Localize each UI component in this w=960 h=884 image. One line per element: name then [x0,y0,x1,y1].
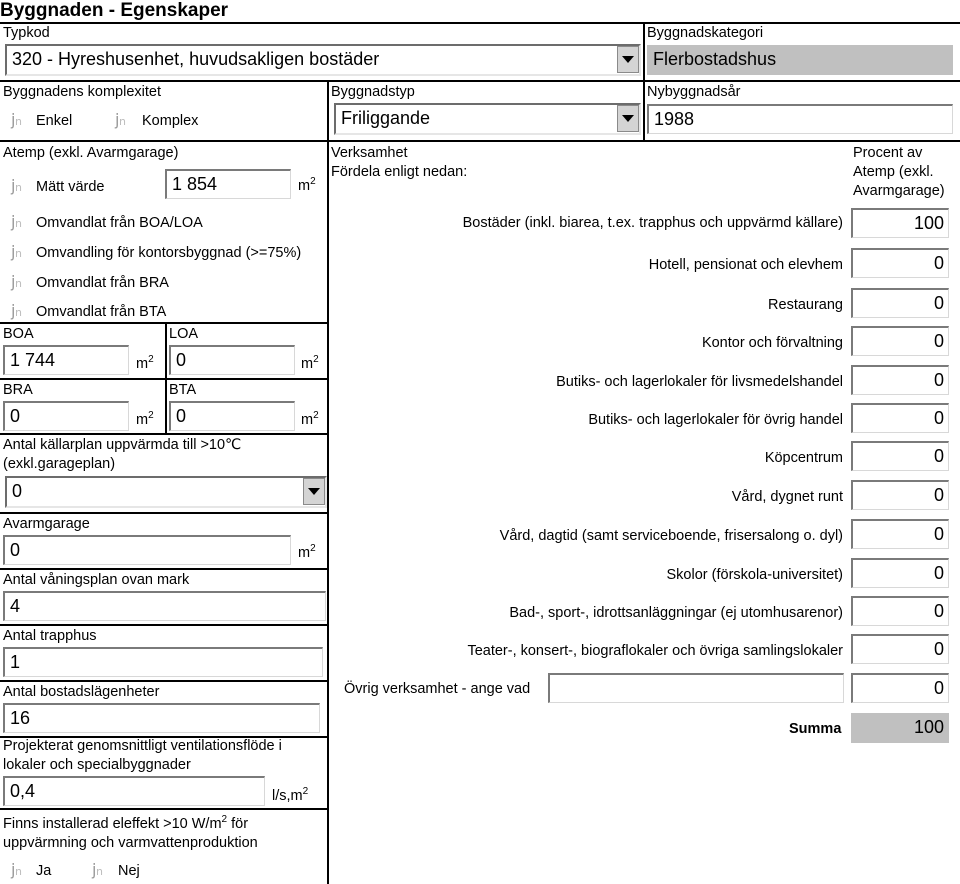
svg-text:j: j [115,112,120,129]
radio-bra-icon[interactable] [10,274,24,292]
radio-bra-label: Omvandlat från BRA [36,275,169,291]
ventilation-label-2: lokaler och specialbyggnader [3,757,191,773]
chevron-down-icon[interactable] [617,46,639,73]
loa-input[interactable]: 0 [169,345,295,375]
avarmgarage-label: Avarmgarage [3,516,90,532]
verksamhet-row-input[interactable]: 0 [851,365,949,395]
svg-text:n: n [15,306,22,319]
divider [327,80,329,884]
svg-text:j: j [11,274,16,291]
bra-input[interactable]: 0 [3,401,129,431]
verksamhet-row-input[interactable]: 0 [851,326,949,356]
typkod-select[interactable] [5,44,641,76]
verksamhet-sub: Fördela enligt nedan: [331,164,468,180]
kallarplan-label-2: (exkl.garageplan) [3,456,116,472]
ventilation-label: Projekterat genomsnittligt ventilationsflöde i [3,738,282,754]
summa-label: Summa [789,721,842,737]
verksamhet-row-label: Butiks- och lagerlokaler för livsmedelshandel [556,374,843,390]
byggnadstyp-value: Friliggande [341,108,431,128]
divider [165,322,167,435]
atemp-label: Atemp (exkl. Avarmgarage) [3,145,179,161]
ventilation-input[interactable]: 0,4 [3,776,265,806]
divider [0,140,960,142]
svg-text:n: n [15,865,22,878]
verksamhet-row-label: Bad-, sport-, idrottsanläggningar (ej utomhusarenor) [509,605,843,621]
radio-matt-label: Mätt värde [36,179,105,195]
unit-ls-m2: $l/s,m^2$ [272,786,309,804]
verksamhet-row-input[interactable]: 0 [851,596,949,626]
svg-text:j: j [11,244,16,261]
ovrig-text-input[interactable] [548,673,844,703]
svg-text:j: j [92,862,97,879]
radio-boa-loa-icon[interactable] [10,214,24,232]
verksamhet-row-label: Hotell, pensionat och elevhem [648,257,843,273]
kallarplan-label: Antal källarplan uppvärmda till >10℃ [3,437,242,453]
radio-ja-label: Ja [36,863,52,879]
verksamhet-row-input[interactable]: 0 [851,441,949,471]
verksamhet-row-label: Teater-, konsert-, biograflokaler och övriga samlingslokaler [467,643,843,659]
verksamhet-row-input[interactable]: 0 [851,288,949,318]
divider [0,80,960,82]
trapphus-label: Antal trapphus [3,628,97,644]
verksamhet-row-label: Vård, dygnet runt [731,489,843,505]
byggnadstyp-select[interactable] [334,103,641,135]
verksamhet-row-input[interactable]: 0 [851,634,949,664]
verksamhet-row-label: Bostäder (inkl. biarea, t.ex. trapphus och uppvärmd källare) [462,215,843,231]
vaningsplan-label: Antal våningsplan ovan mark [3,572,190,588]
radio-nej-icon[interactable] [91,862,105,880]
radio-enkel-label: Enkel [36,113,73,129]
divider [0,22,960,24]
ovrig-procent-input[interactable]: 0 [851,673,949,703]
radio-komplex-label: Komplex [142,113,199,129]
bra-label: BRA [3,382,33,398]
nybyggnadsar-input[interactable]: 1988 [647,104,953,134]
verksamhet-row-input[interactable]: 0 [851,248,949,278]
radio-bta-label: Omvandlat från BTA [36,304,167,320]
byggnadstyp-label: Byggnadstyp [331,84,415,100]
lagenheter-input[interactable]: 16 [3,703,320,733]
radio-komplex-icon[interactable] [114,112,128,130]
typkod-label: Typkod [3,25,50,41]
verksamhet-label: Verksamhet [331,145,408,161]
verksamhet-row-label: Skolor (förskola-universitet) [666,567,843,583]
trapphus-input[interactable]: 1 [3,647,323,677]
svg-text:n: n [15,217,22,230]
typkod-value: 320 - Hyreshusenhet, huvudsakligen bostäder [12,49,380,69]
unit-m2: $m^2$ [301,410,319,428]
nybyggnadsar-label: Nybyggnadsår [647,84,741,100]
divider [0,568,329,570]
bta-label: BTA [169,382,197,398]
chevron-down-icon[interactable] [303,478,325,505]
boa-label: BOA [3,326,34,342]
verksamhet-row-input[interactable]: 0 [851,558,949,588]
procent-label-3: Avarmgarage) [853,183,945,199]
radio-enkel-icon[interactable] [10,112,24,130]
ovrig-label: Övrig verksamhet - ange vad [344,681,531,697]
matt-varde-input[interactable]: 1 854 [165,169,291,199]
divider [0,808,329,810]
kallarplan-select[interactable] [5,476,327,508]
unit-m2: $m^2$ [298,543,316,561]
verksamhet-row-input[interactable]: 100 [851,208,949,238]
radio-kontor-label: Omvandling för kontorsbyggnad (>=75%) [36,245,302,261]
unit-m2: $m^2$ [136,354,154,372]
unit-m2: $m^2$ [136,410,154,428]
verksamhet-row-input[interactable]: 0 [851,480,949,510]
svg-text:n: n [119,115,126,128]
vaningsplan-input[interactable]: 4 [3,591,326,621]
komplexitet-label: Byggnadens komplexitet [3,84,161,100]
lagenheter-label: Antal bostadslägenheter [3,684,160,700]
radio-boa-loa-label: Omvandlat från BOA/LOA [36,215,203,231]
svg-text:n: n [15,181,22,194]
kategori-field: Flerbostadshus [647,45,953,75]
svg-text:n: n [96,865,103,878]
verksamhet-row-label: Restaurang [768,297,843,313]
svg-text:j: j [11,862,16,879]
procent-label-2: Atemp (exkl. [853,164,934,180]
loa-label: LOA [169,326,199,342]
svg-text:n: n [15,247,22,260]
radio-ja-icon[interactable] [10,862,24,880]
chevron-down-icon[interactable] [617,105,639,132]
verksamhet-row-label: Köpcentrum [764,450,843,466]
boa-input[interactable]: 1 744 [3,345,129,375]
radio-nej-label: Nej [118,863,140,879]
unit-m2: $m^2$ [301,354,319,372]
eleffekt-label-2: uppvärmning och varmvattenproduktion [3,835,258,851]
unit-m2: $m^2$ [298,176,316,194]
eleffekt-label: Finns installerad eleffekt >10 $W/m^2$ för [3,814,249,832]
kallarplan-value: 0 [12,481,23,501]
verksamhet-row-input[interactable]: 0 [851,519,949,549]
avarmgarage-input[interactable]: 0 [3,535,291,565]
verksamhet-row-label: Kontor och förvaltning [701,335,843,351]
verksamhet-row-input[interactable]: 0 [851,403,949,433]
divider [643,22,645,140]
procent-label: Procent av [853,145,923,161]
svg-text:j: j [11,112,16,129]
divider [0,680,329,682]
bta-input[interactable]: 0 [169,401,295,431]
svg-text:n: n [15,115,22,128]
svg-text:j: j [11,178,16,195]
divider [0,512,329,514]
radio-kontor-icon[interactable] [10,244,24,262]
radio-bta-icon[interactable] [10,303,24,321]
kategori-label: Byggnadskategori [647,25,764,41]
summa-field: 100 [851,713,949,743]
divider [0,624,329,626]
svg-text:j: j [11,214,16,231]
radio-matt-icon[interactable] [10,178,24,196]
verksamhet-row-label: Vård, dagtid (samt serviceboende, frisersalong o. dyl) [499,528,843,544]
window-title: Byggnaden - Egenskaper [0,0,229,21]
svg-text:j: j [11,303,16,320]
verksamhet-row-label: Butiks- och lagerlokaler för övrig handel [588,412,843,428]
svg-text:n: n [15,277,22,290]
